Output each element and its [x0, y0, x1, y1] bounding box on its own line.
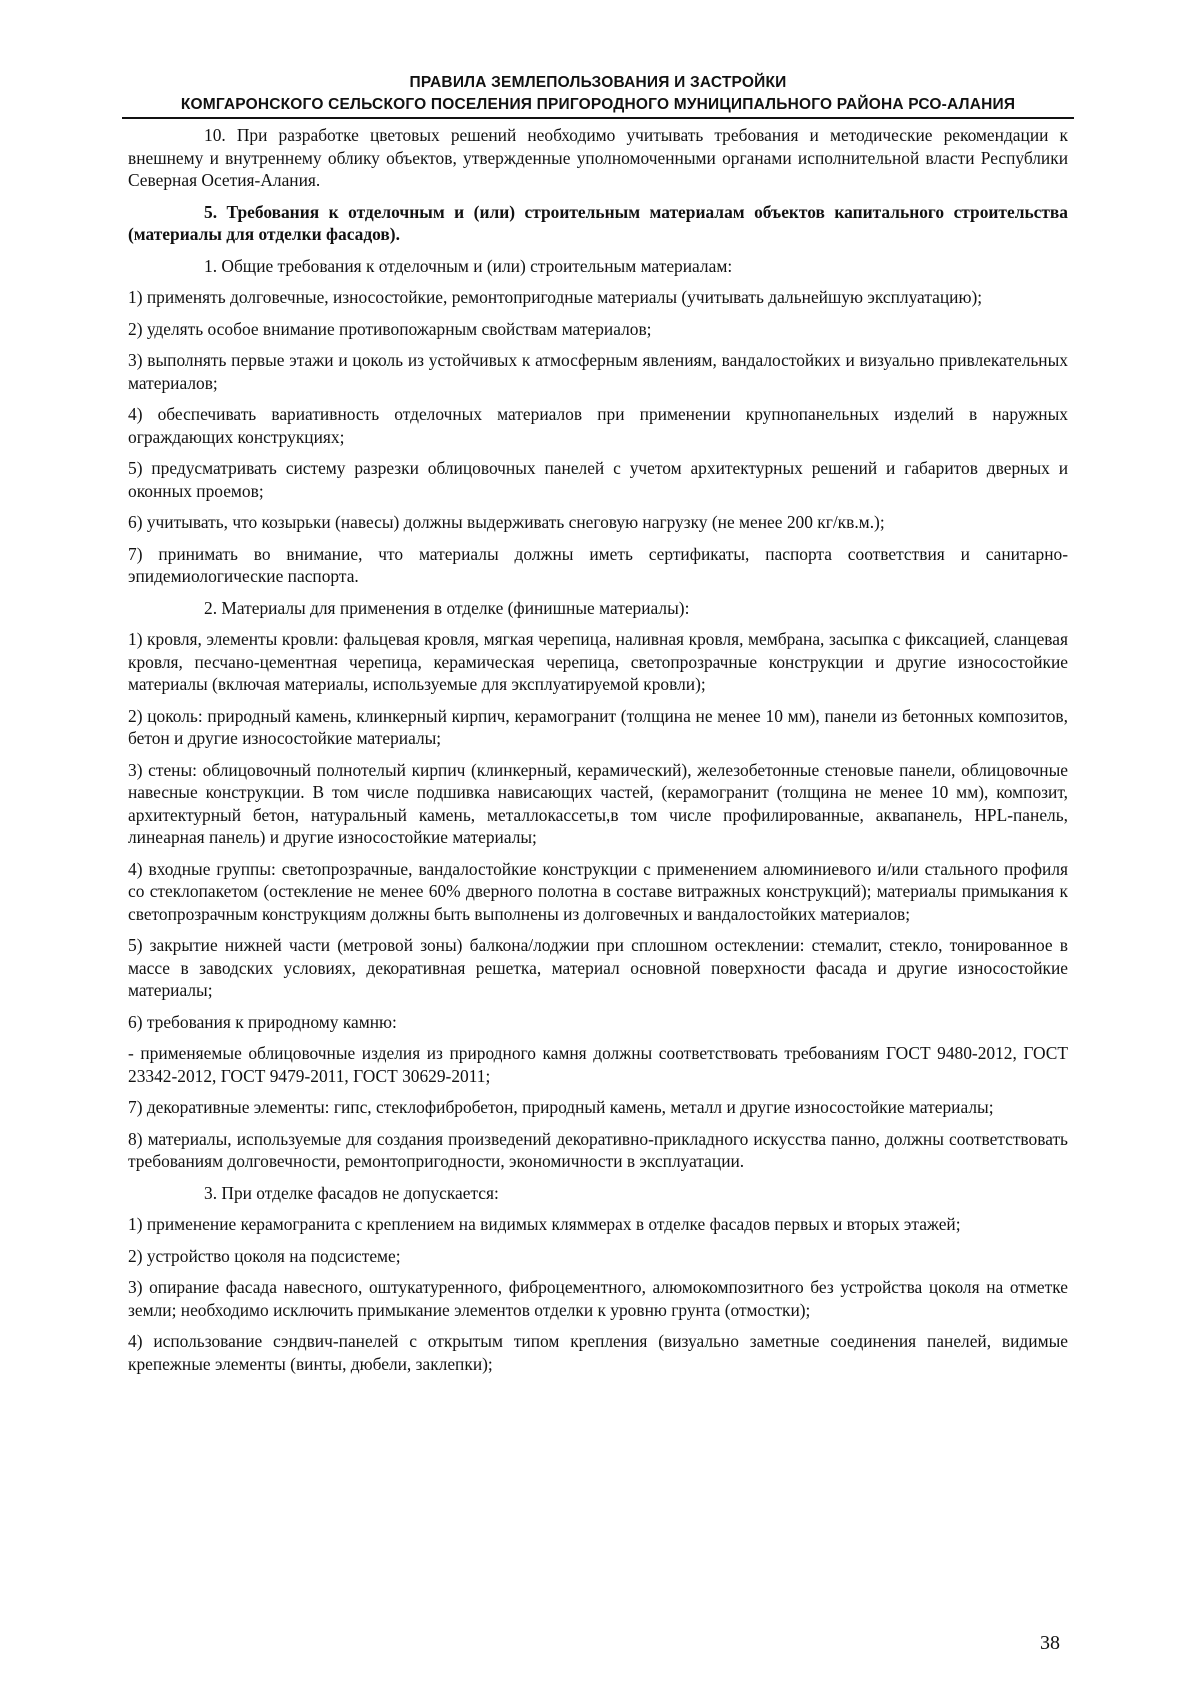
list-item: 2) цоколь: природный камень, клинкерный кирпич, керамогранит (толщина не менее 10 мм), панели из бетонных композитов, бетон и другие износостойкие материалы; [128, 705, 1068, 748]
list-item: - применяемые облицовочные изделия из природного камня должны соответствовать требованиям ГОСТ 9480-2012, ГОСТ 23342-2012, ГОСТ 9479-2011, ГОСТ 30629-2011; [128, 1043, 1068, 1086]
running-header [122, 72, 1074, 116]
header-line-1: ПРАВИЛА ЗЕМЛЕПОЛЬЗОВАНИЯ И ЗАСТРОЙКИ [409, 74, 787, 91]
list-item: 4) входные группы: светопрозрачные, вандалостойкие конструкции с применением алюминиевого и/или стального профиля со стеклопакетом (остекление не менее 60% дверного полотна в составе витражных конструкций); материалы примыкания к светопрозрачным конструкциям должны быть выполнены из долговечных и вандалостойких материалов; [128, 858, 1068, 924]
list-item: 1) кровля, элементы кровли: фальцевая кровля, мягкая черепица, наливная кровля, мембрана, засыпка с фиксацией, сланцевая кровля, песчано-цементная черепица, керамическая черепица, светопрозрачные конструкции и другие износостойкие материалы (включая материалы, используемые для эксплуатируемой кровли); [128, 629, 1068, 694]
list-item: 7) принимать во внимание, что материалы должны иметь сертификаты, паспорта соответствия и санитарно-эпидемиологические паспорта. [128, 543, 1068, 586]
list-item: 4) использование сэндвич-панелей с открытым типом крепления (визуально заметные соединения панелей, видимые крепежные элементы (винты, дюбели, заклепки); [128, 1331, 1068, 1374]
list-item: 4) обеспечивать вариативность отделочных материалов при применении крупнопанельных изделий в наружных ограждающих конструкциях; [128, 404, 1068, 447]
document-body [128, 124, 1068, 1375]
list-item: 7) декоративные элементы: гипс, стеклофибробетон, природный камень, металл и другие износостойкие материалы; [128, 1097, 994, 1117]
list-item: 3) выполнять первые этажи и цоколь из устойчивых к атмосферным явлениям, вандалостойких и визуально привлекательных материалов; [128, 350, 1068, 393]
subsection-1-heading: 1. Общие требования к отделочным и (или) строительным материалам: [204, 255, 733, 276]
list-item: 5) закрытие нижней части (метровой зоны) балкона/лоджии при сплошном остеклении: стемалит, стекло, тонированное в массе в заводских условиях, декоративная решетка, материал основной поверхности фасада и другие износостойкие материалы; [128, 935, 1068, 1000]
page-number: 38 [1040, 1632, 1060, 1654]
list-item: 2) устройство цоколя на подсистеме; [128, 1245, 401, 1266]
list-item: 3) стены: облицовочный полнотелый кирпич (клинкерный, керамический), железобетонные стеновые панели, облицовочные навесные конструкции. В том числе подшивка нависающих частей, (керамогранит (толщина не менее 10 мм), композит, архитектурный бетон, натуральный камень, металлокассеты,в том числе профилированные, аквапанель, HPL-панель, линеарная панель) и другие износостойкие материалы; [128, 759, 1068, 847]
paragraph-10: 10. При разработке цветовых решений необходимо учитывать требования и методические рекомендации к внешнему и внутреннему облику объектов, утвержденные уполномоченными органами исполнительной власти Республики Северная Осетия-Алания. [128, 125, 1068, 190]
list-item: 6) требования к природному камню: [128, 1011, 397, 1032]
list-item: 1) применение керамогранита с креплением на видимых кляммерах в отделке фасадов первых и вторых этажей; [128, 1214, 961, 1234]
header-rule [122, 117, 1074, 119]
list-item: 6) учитывать, что козырьки (навесы) должны выдерживать снеговую нагрузку (не менее 200 кг/кв.м.); [128, 512, 885, 532]
section-5-heading: 5. Требования к отделочным и (или) строительным материалам объектов капитального строительства (материалы для отделки фасадов). [128, 201, 1068, 244]
header-line-2: КОМГАРОНСКОГО СЕЛЬСКОГО ПОСЕЛЕНИЯ ПРИГОРОДНОГО МУНИЦИПАЛЬНОГО РАЙОНА РСО-АЛАНИЯ [180, 96, 1016, 113]
list-item: 1) применять долговечные, износостойкие, ремонтопригодные материалы (учитывать дальнейшую эксплуатацию); [128, 287, 983, 307]
list-item: 2) уделять особое внимание противопожарным свойствам материалов; [128, 318, 652, 339]
subsection-2-heading: 2. Материалы для применения в отделке (финишные материалы): [204, 597, 690, 618]
list-item: 8) материалы, используемые для создания произведений декоративно-прикладного искусства панно, должны соответствовать требованиям долговечности, ремонтопригодности, экономичности в эксплуатации. [128, 1128, 1068, 1171]
list-item: 5) предусматривать систему разрезки облицовочных панелей с учетом архитектурных решений и габаритов дверных и оконных проемов; [128, 458, 1068, 501]
list-item: 3) опирание фасада навесного, оштукатуренного, фиброцементного, алюмокомпозитного без устройства цоколя на отметке земли; необходимо исключить примыкание элементов отделки к уровню грунта (отмостки); [128, 1277, 1068, 1320]
subsection-3-heading: 3. При отделке фасадов не допускается: [204, 1182, 499, 1203]
